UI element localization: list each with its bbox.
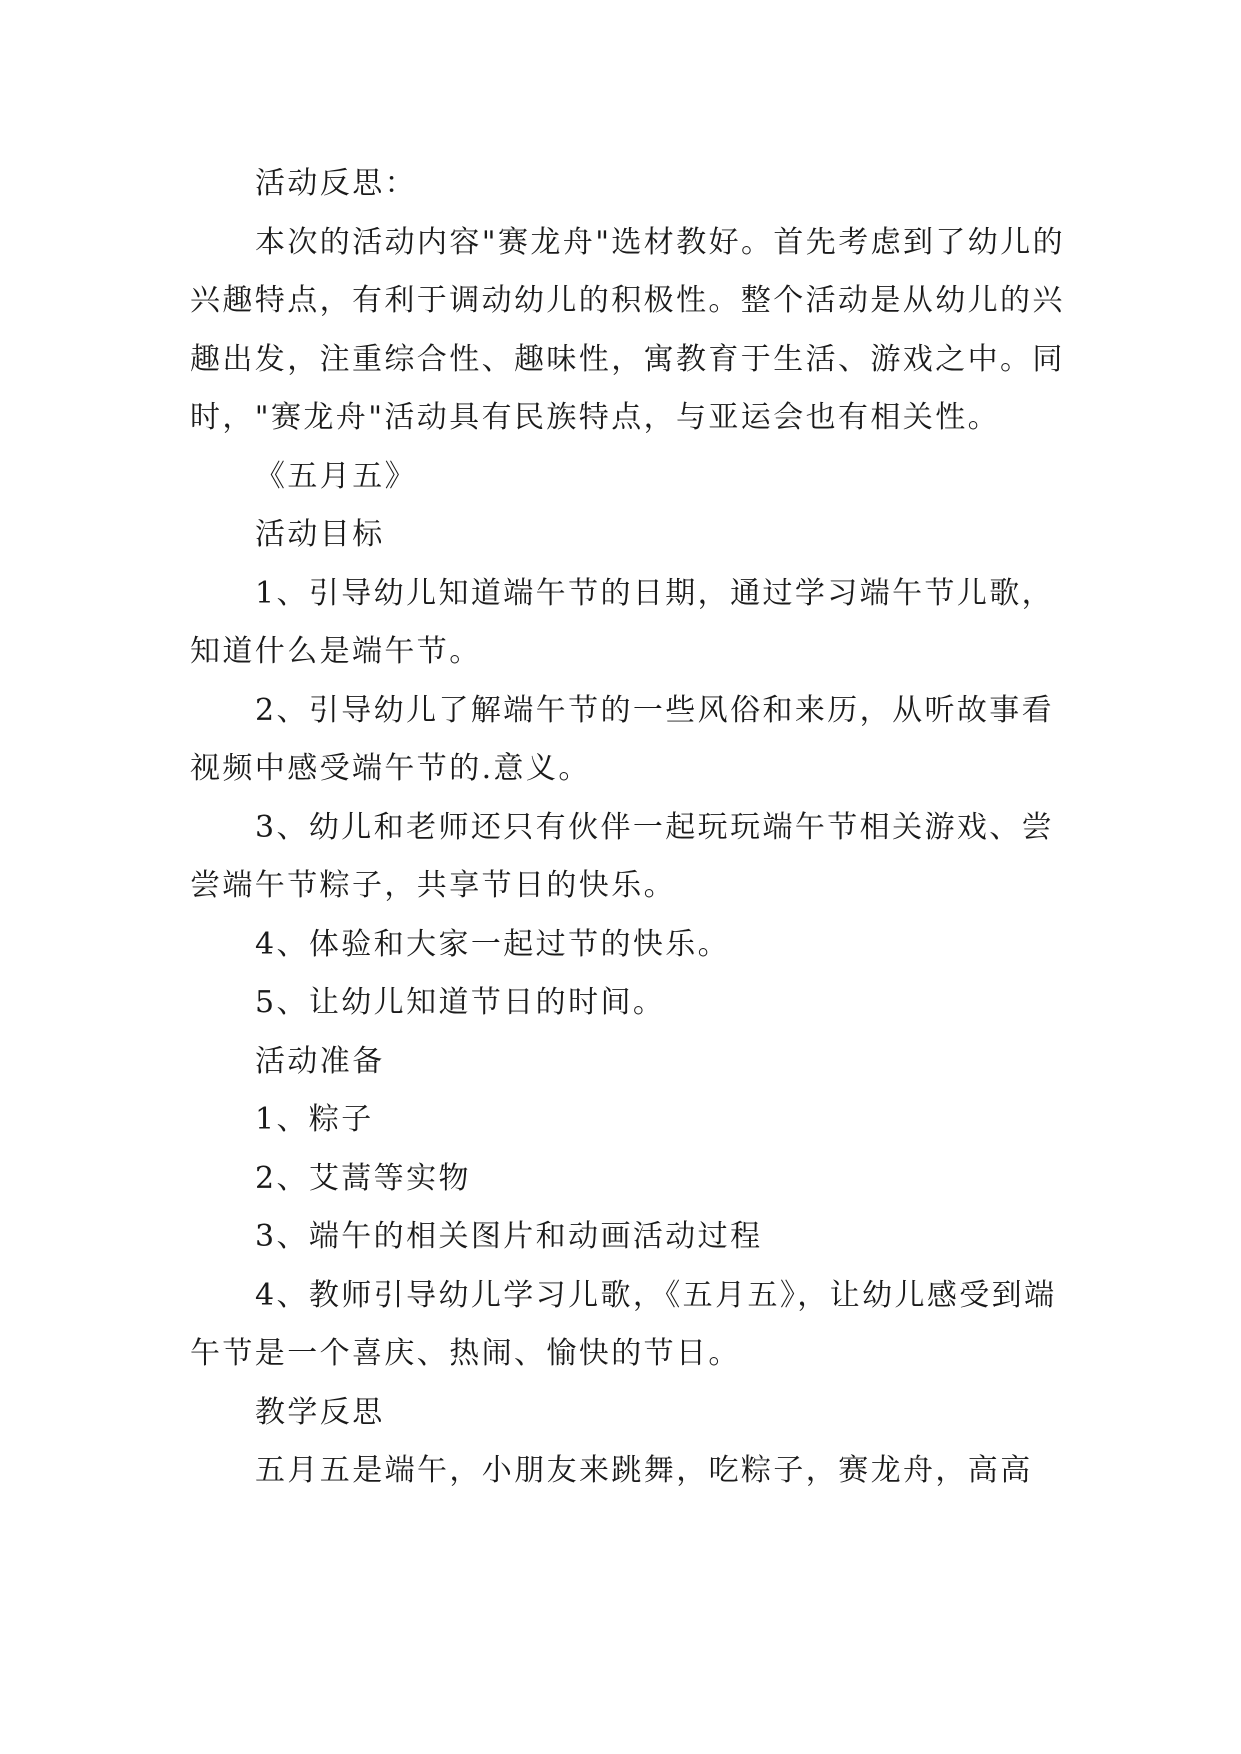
- goal-item-1: 1、引导幼儿知道端午节的日期，通过学习端午节儿歌，知道什么是端午节。: [190, 575, 1055, 669]
- prep-item-2: 2、艾蒿等实物: [255, 1160, 471, 1196]
- goal-item-5: 5、让幼儿知道节日的时间。: [255, 985, 666, 1020]
- prep-item-1: 1、粽子: [255, 1102, 374, 1137]
- teaching-reflection-paragraph: 五月五是端午，小朋友来跳舞，吃粽子，赛龙舟，高高: [255, 1453, 1033, 1488]
- prep-item-4: 4、教师引导幼儿学习儿歌，《五月五》，让幼儿感受到端午节是一个喜庆、热闹、愉快的节日。: [190, 1277, 1057, 1371]
- goal-item-4: 4、体验和大家一起过节的快乐。: [255, 926, 731, 962]
- goal-item-3: 3、幼儿和老师还只有伙伴一起玩玩端午节相关游戏、尝尝端午节粽子，共享节日的快乐。: [190, 809, 1055, 903]
- heading-activity-goals: 活动目标: [255, 517, 385, 552]
- section-title-wuyuewu: 《五月五》: [255, 458, 417, 494]
- reflection-paragraph: 本次的活动内容"赛龙舟"选材教好。首先考虑到了幼儿的兴趣特点，有利于调动幼儿的积极性。整个活动是从幼儿的兴趣出发，注重综合性、趣味性，寓教育于生活、游戏之中。同时，"赛龙舟"活动具有民族特点，与亚运会也有相关性。: [190, 224, 1065, 435]
- heading-activity-preparation: 活动准备: [255, 1043, 385, 1079]
- heading-activity-reflection: 活动反思：: [255, 166, 417, 201]
- goal-item-2: 2、引导幼儿了解端午节的一些风俗和来历，从听故事看视频中感受端午节的.意义。: [190, 692, 1055, 786]
- heading-teaching-reflection: 教学反思: [255, 1394, 385, 1430]
- prep-item-3: 3、端午的相关图片和动画活动过程: [255, 1219, 763, 1254]
- document-page: [190, 155, 1065, 1501]
